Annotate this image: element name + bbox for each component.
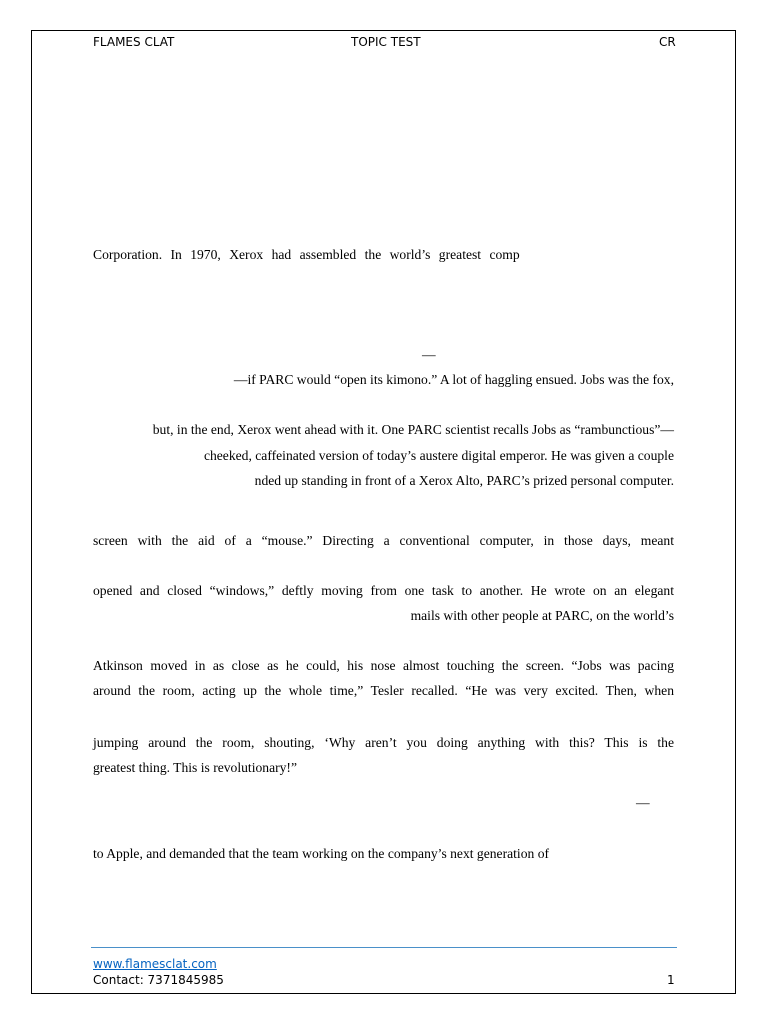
body-line: around the room, acting up the whole time,” Tesler recalled. “He was very excited. Then, when (93, 683, 674, 698)
body-line: Corporation. In 1970, Xerox had assembled the world’s greatest comp (93, 247, 520, 262)
body-line: Atkinson moved in as close as he could, his nose almost touching the screen. “Jobs was pacing (93, 658, 674, 673)
footer-divider (91, 947, 677, 948)
body-line: jumping around the room, shouting, ‘Why aren’t you doing anything with this? This is the (93, 735, 674, 750)
body-line: — (636, 795, 650, 810)
website-link[interactable]: www.flamesclat.com (93, 957, 217, 971)
body-line: to Apple, and demanded that the team working on the company’s next generation of (93, 846, 550, 861)
header-left: FLAMES CLAT (93, 35, 175, 49)
body-line: —if PARC would “open its kimono.” A lot of haggling ensued. Jobs was the fox, (233, 372, 674, 387)
body-line: opened and closed “windows,” deftly moving from one task to another. He wrote on an elegant (93, 583, 674, 598)
page-number: 1 (667, 973, 675, 987)
body-line: mails with other people at PARC, on the world’s (410, 608, 674, 623)
body-line: greatest thing. This is revolutionary!” (93, 760, 297, 775)
header-center: TOPIC TEST (351, 35, 421, 49)
body-line: but, in the end, Xerox went ahead with it. One PARC scientist recalls Jobs as “rambunctious”— (152, 422, 674, 437)
body-line: cheeked, caffeinated version of today’s austere digital emperor. He was given a couple (203, 448, 674, 463)
contact-number: Contact: 7371845985 (93, 973, 224, 987)
body-line: screen with the aid of a “mouse.” Directing a conventional computer, in those days, meant (93, 533, 674, 548)
body-line: — (422, 347, 436, 362)
body-line: nded up standing in front of a Xerox Alto, PARC’s prized personal computer. (254, 473, 674, 488)
header-right: CR (659, 35, 676, 49)
